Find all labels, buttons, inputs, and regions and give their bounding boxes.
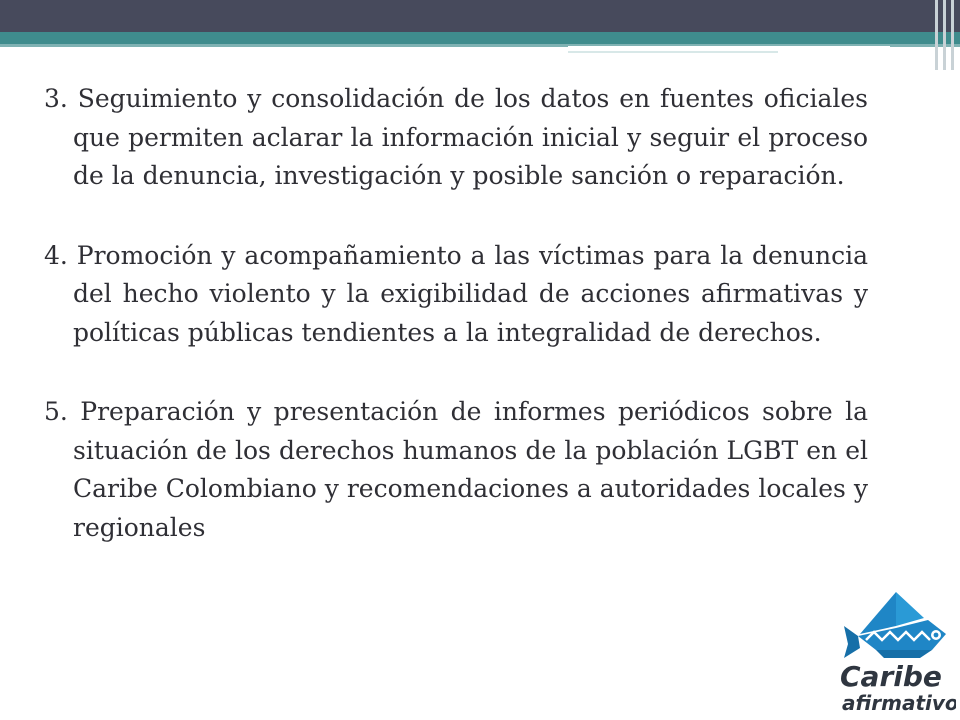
title-bar — [0, 0, 960, 32]
logo-word-afirmativo: afirmativo — [842, 691, 956, 715]
accent-band — [0, 32, 960, 44]
slide-body — [44, 80, 868, 588]
decor-line — [568, 46, 890, 49]
item-4: 4. Promoción y acompañamiento a las víctimas para la denuncia del hecho violento y la exigibilidad de acciones afirmativas y políticas públicas tendientes a la integralidad de derechos. — [44, 240, 868, 347]
decor-rails — [930, 0, 960, 70]
caribe-afirmativo-logo — [836, 588, 956, 716]
logo-word-caribe: Caribe — [840, 660, 942, 693]
rail — [943, 0, 946, 70]
rail — [951, 0, 954, 70]
rail — [935, 0, 938, 70]
fish-icon — [836, 588, 956, 716]
item-5: 5. Preparación y presentación de informes periódicos sobre la situación de los derechos humanos de la población LGBT en el Caribe Colombiano y recomendaciones a autoridades locales y regionales — [44, 397, 868, 542]
decor-line-2 — [568, 51, 778, 53]
item-3: 3. Seguimiento y consolidación de los datos en fuentes oficiales que permiten aclarar la información inicial y seguir el proceso de la denuncia, investigación y posible sanción o reparación. — [44, 84, 868, 190]
